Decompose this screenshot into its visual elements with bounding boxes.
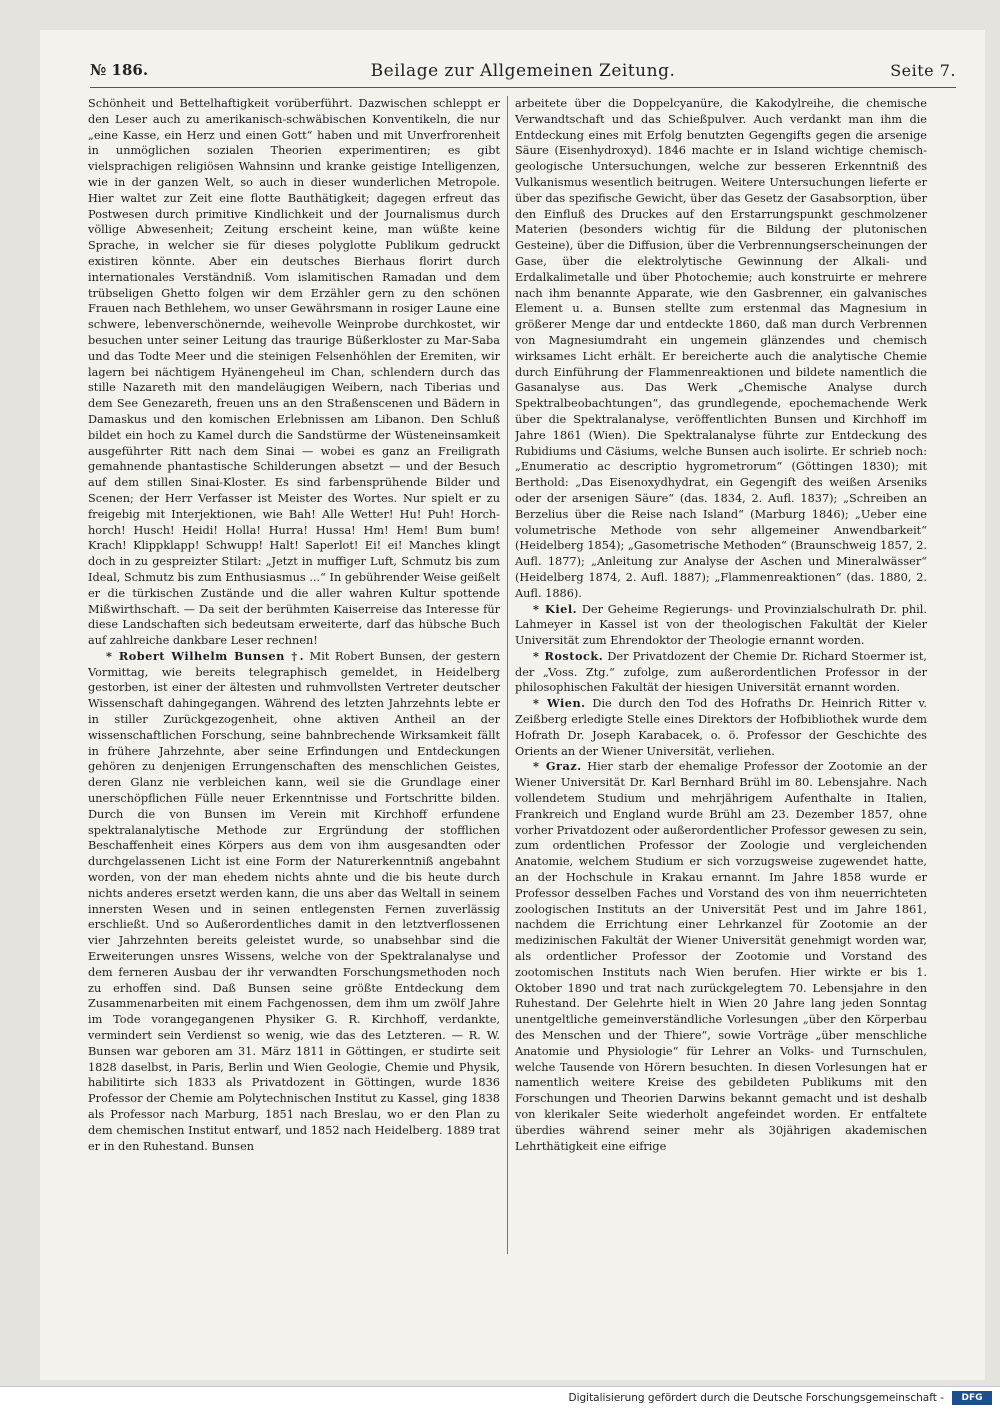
- kiel-text: Der Geheime Regierungs- und Provinzialschulrath Dr. phil. Lahmeyer in Kassel ist von der theologischen Fakultät der Kieler Universität zum Ehrendoktor der Theologie ernannt worden.: [515, 602, 927, 648]
- issue-number: № 186.: [90, 61, 149, 79]
- rostock-notice: [515, 649, 927, 696]
- rostock-heading: * Rostock.: [533, 648, 604, 663]
- bunsen-heading: * Robert Wilhelm Bunsen †.: [106, 648, 305, 663]
- digitization-footer: [0, 1386, 1000, 1410]
- funding-note: Digitalisierung gefördert durch die Deutsche Forschungsgemeinschaft -: [568, 1392, 944, 1404]
- bunsen-continuation: arbeitete über die Doppelcyanüre, die Kakodylreihe, die chemische Verwandtschaft und das Schießpulver. Auch verdankt man ihm die Entdeckung eines mit Erfolg benutzten Gegengifts gegen die arsenige Säure (Eisenhydroxyd). 1846 machte er in Island wichtige chemisch-geologische Untersuchungen, welche zur besseren Erkenntniß des Vulkanismus wesentlich beitrugen. Weitere Untersuchungen lieferte er über das spezifische Gewicht, über das Gesetz der Gasabsorption, über den Einfluß des Druckes auf den Erstarrungspunkt geschmolzener Materien (besonders wichtig für die Bildung der plutonischen Gesteine), über die Diffusion, über die Verbrennungserscheinungen der Gase, über die elektrolytische Gewinnung der Alkali- und Erdalkalimetalle und über Photochemie; auch konstruirte er mehrere nach ihm benannte Apparate, wie den Gasbrenner, ein galvanisches Element u. a. Bunsen stellte zum erstenmal das Magnesium in größerer Menge dar und entdeckte 1860, daß man durch Verbrennen von Magnesiumdraht ein ungemein glänzendes und chemisch wirksames Licht erhält. Er bereicherte auch die analytische Chemie durch Einführung der Flammenreaktionen und bildete namentlich die Gasanalyse aus. Das Werk „Chemische Analyse durch Spektralbeobachtungen“, das grundlegende, epochemachende Werk über die Spektralanalyse, veröffentlichten Bunsen und Kirchhoff im Jahre 1861 (Wien). Die Spektralanalyse führte zur Entdeckung des Rubidiums und Cäsiums, welche Bunsen auch isolirte. Er schrieb noch: „Enumeratio ac descriptio hygrometrorum“ (Göttingen 1830); mit Berthold: „Das Eisenoxydhydrat, ein Gegengift des weißen Arseniks oder der arsenigen Säure“ (das. 1834, 2. Aufl. 1837); „Schreiben an Berzelius über die Reise nach Island“ (Marburg 1846); „Ueber eine volumetrische Methode von sehr allgemeiner Anwendbarkeit“ (Heidelberg 1854); „Gasometrische Methoden“ (Braunschweig 1857, 2. Aufl. 1877); „Anleitung zur Analyse der Aschen und Mineralwässer“ (Heidelberg 1874, 2. Aufl. 1887); „Flammenreaktionen“ (das. 1880, 2. Aufl. 1886).: [515, 97, 927, 600]
- right-column: [515, 96, 927, 1254]
- wien-text: Die durch den Tod des Hofraths Dr. Heinrich Ritter v. Zeißberg erledigte Stelle eines Direktors der Hofbibliothek wurde dem Hofrath Dr. Joseph Karabacek, o. ö. Professor der Geschichte des Orients an der Wiener Universität, verliehen.: [515, 697, 927, 758]
- graz-text: Hier starb der ehemalige Professor der Zootomie an der Wiener Universität Dr. Karl Bernhard Brühl im 80. Lebensjahre. Nach vollendetem Studium und mehrjährigem Aufenthalte in Italien, Frankreich und England wurde Brühl am 23. Dezember 1857, ohne vorher Privatdozent oder außerordentlicher Professor gewesen zu sein, zum ordentlichen Professor der Zoologie und vergleichenden Anatomie, welchem Studium er sich vorzugsweise zugewendet hatte, an der Hochschule in Krakau ernannt. Im Jahre 1858 wurde er Professor desselben Faches und Vorstand des von ihm neuerrichteten zoologischen Instituts an der Universität Pest und im Jahre 1861, nachdem die Errichtung einer Lehrkanzel für Zootomie an der medizinischen Fakultät der Wiener Universität genehmigt worden war, als ordentlicher Professor der Zootomie und Vorstand des zootomischen Instituts nach Wien berufen. Hier wirkte er bis 1. Oktober 1890 und trat nach zurückgelegtem 70. Lebensjahre in den Ruhestand. Der Gelehrte hielt in Wien 20 Jahre lang jeden Sonntag unentgeltliche gemeinverständliche Vorlesungen „über den Körperbau des Menschen und der Thiere“, sowie Vorträge „über menschliche Anatomie und Physiologie“ für Lehrer an Volks- und Turnschulen, welche Tausende von Hörern besuchten. In diesen Vorlesungen hat er namentlich weitere Kreise des gebildeten Publikums mit den Forschungen und Theorien Darwins bekannt gemacht und ist deshalb von klerikaler Seite wiederholt angefeindet worden. Er entfaltete überdies während seiner mehr als 30jährigen akademischen Lehrthätigkeit eine eifrige: [515, 760, 927, 1153]
- page-number: Seite 7.: [890, 61, 956, 80]
- newspaper-title: Beilage zur Allgemeinen Zeitung.: [370, 61, 676, 81]
- graz-notice: [515, 759, 927, 1154]
- newspaper-page: [40, 30, 985, 1380]
- bunsen-text: Mit Robert Bunsen, der gestern Vormittag, wie bereits telegraphisch gemeldet, in Heidelberg gestorben, ist einer der ältesten und ruhmvollsten Vertreter deutscher Wissenschaft dahingegangen. Während des letzten Jahrzehnts lebte er in stiller Zurückgezogenheit, ohne aktiven Antheil an der wissenschaftlichen Forschung, seine bahnbrechende Wirksamkeit fällt in frühere Jahrzehnte, aber seine Erfindungen und Entdeckungen gehören zu denjenigen Errungenschaften des menschlichen Geistes, deren Glanz nie verbleichen kann, weil sie die Grundlage einer unerschöpflichen Fülle neuer Erkenntnisse und Fortschritte bilden. Durch die von Bunsen im Verein mit Kirchhoff erfundene spektralanalytische Methode zur Ergründung der stofflichen Beschaffenheit eines Körpers aus dem von ihm ausgesandten oder durchgelassenen Licht ist eine Form der Naturerkenntniß angebahnt worden, von der man ehedem nichts ahnte und die bis heute durch nichts anderes ersetzt werden kann, die uns aber das Weltall in seinem innersten Wesen und in seinen entlegensten Fernen zuverlässig erschließt. Und so Außerordentliches damit in den letztverflossenen vier Jahrzehnten bereits geleistet wurde, so unabsehbar sind die Erweiterungen unsres Wissens, welche von der Spektralanalyse und dem ferneren Ausbau der ihr verwandten Forschungsmethoden noch zu erhoffen sind. Daß Bunsen seine größte Entdeckung dem Zusammenarbeiten mit einem Fachgenossen, dem ihm um zwölf Jahre im Tode vorangegangenen Physiker G. R. Kirchhoff, verdankte, vermindert sein Verdienst so wenig, wie das des Letzteren. — R. W. Bunsen war geboren am 31. März 1811 in Göttingen, er studirte seit 1828 daselbst, in Paris, Berlin und Wien Geologie, Chemie und Physik, habilitirte sich 1833 als Privatdozent in Göttingen, wurde 1836 Professor der Chemie am Polytechnischen Institut zu Kassel, ging 1838 als Professor nach Marburg, 1851 nach Breslau, wo er den Plan zu dem chemischen Institut entwarf, und 1852 nach Heidelberg. 1889 trat er in den Ruhestand. Bunsen: [88, 649, 500, 1153]
- travel-review-paragraph: Schönheit und Bettelhaftigkeit vorüberführt. Dazwischen schleppt er den Leser auch zu amerikanisch-schwäbischen Konventikeln, die nur „eine Kasse, ein Herz und einen Gott“ haben und mit Unverfrorenheit in unmöglichen sozialen Theorien experimentiren; es gibt vielsprachigen religiösen Wahnsinn und kranke geistige Intelligenzen, wie in der ganzen Welt, so auch in dieser wunderlichen Metropole. Hier waltet zur Zeit eine flotte Bauthätigkeit; dagegen erfreut das Postwesen durch primitive Kindlichkeit und der Journalismus durch völlige Abwesenheit; Zeitung erscheint keine, man wüßte keine Sprache, in welcher sie für dieses polyglotte Publikum gedruckt existiren könnte. Aber ein deutsches Bierhaus florirt durch internationales Verständniß. Vom islamitischen Ramadan und dem trübseligen Ghetto folgen wir dem Erzähler gern zu den schönen Frauen nach Bethlehem, wo unser Gewährsmann in rosiger Laune eine schwere, lebenverschönernde, weihevolle Weinprobe durchkostet, wir besuchen unter seiner Leitung das traurige Büßerkloster zu Mar-Saba und das Todte Meer und die steinigen Felsenhöhlen der Eremiten, wir lagern bei nächtigem Hyänengeheul im Chan, schlendern durch das stille Nazareth mit den mandeläugigen Weibern, nach Tiberias und dem See Genezareth, freuen uns an den Straßenscenen und Bädern in Damaskus und den komischen Erlebnissen am Libanon. Den Schluß bildet ein hoch zu Kamel durch die Sandstürme der Wüsteneinsamkeit ausgeführter Ritt nach dem Sinai — wobei es ganz an Freiligrath gemahnende phantastische Schilderungen absetzt — und der Besuch auf dem stillen Sinai-Kloster. Es sind farbensprühende Bilder und Scenen; der Herr Verfasser ist Meister des Wortes. Nur spielt er zu freigebig mit Interjektionen, wie Bah! Alle Wetter! Hu! Puh! Horch-horch! Husch! Heidi! Holla! Hurra! Hussa! Hm! Hem! Bum bum! Krach! Klippklapp! Schwupp! Halt! Saperlot! Ei! ei! Manches klingt doch in zu gespreizter Stilart: „Jetzt in muffiger Luft, Schmutz bis zum Ideal, Schmutz bis zum Enthusiasmus ...“ In gebührender Weise geißelt er die türkischen Zustände und die aller wahren Kultur spottende Mißwirthschaft. — Da seit der berühmten Kaiserreise das Interesse für diese Landschaften sich bedeutsam erweiterte, darf das hübsche Buch auf zahlreiche dankbare Leser rechnen!: [88, 97, 500, 648]
- column-divider: [507, 96, 508, 1254]
- rostock-text: Der Privatdozent der Chemie Dr. Richard Stoermer ist, der „Voss. Ztg.“ zufolge, zum außerordentlichen Professor in der philosophischen Fakultät der hiesigen Universität ernannt worden.: [515, 649, 927, 695]
- kiel-notice: [515, 602, 927, 649]
- kiel-heading: * Kiel.: [533, 601, 578, 616]
- bunsen-obituary: [88, 649, 500, 1155]
- page-header: [90, 57, 956, 88]
- left-column: [88, 96, 500, 1254]
- wien-notice: [515, 696, 927, 759]
- graz-heading: * Graz.: [533, 759, 582, 774]
- wien-heading: * Wien.: [533, 696, 586, 711]
- dfg-logo: DFG: [952, 1391, 992, 1405]
